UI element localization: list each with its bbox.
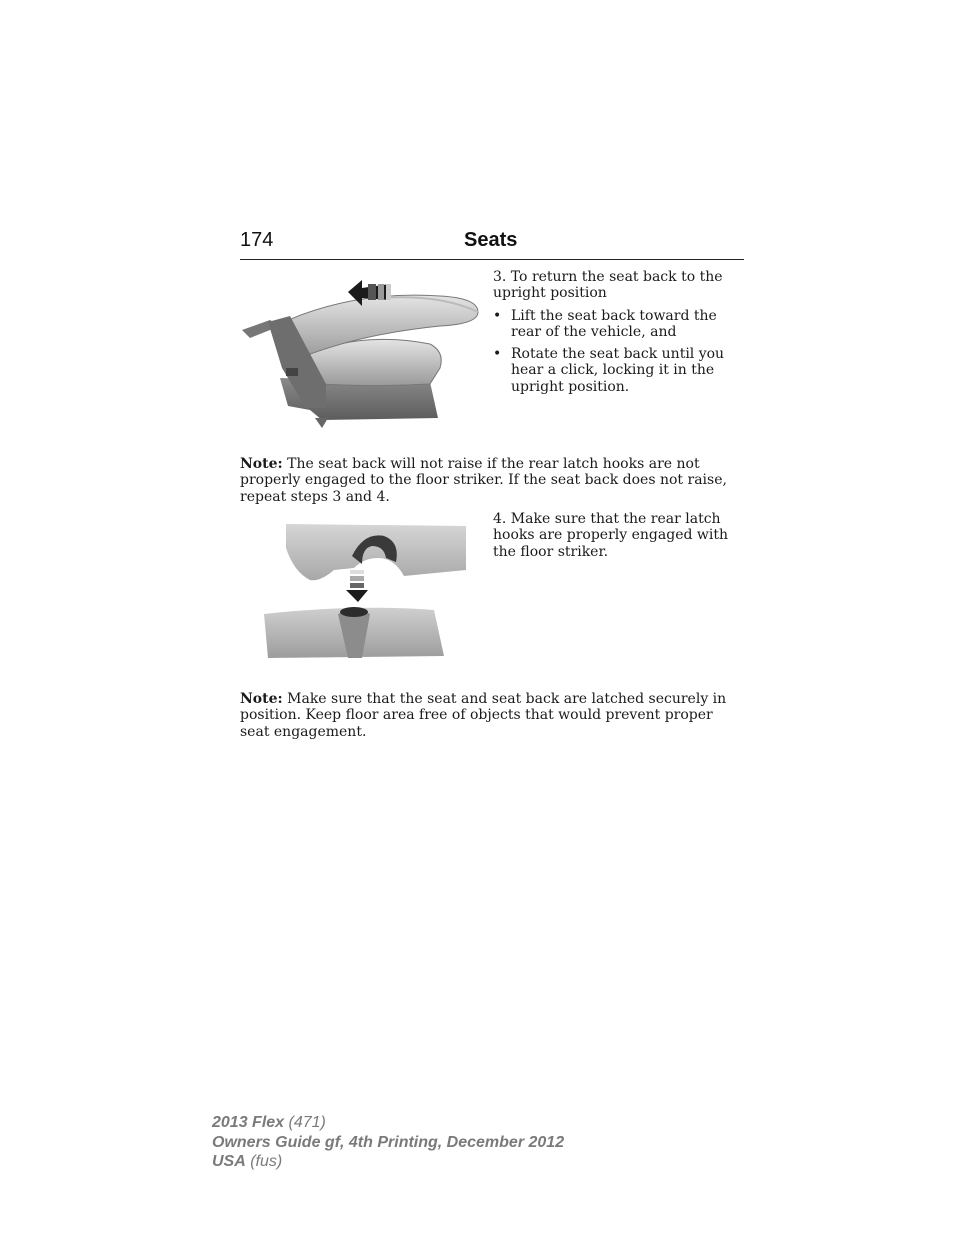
note-1 — [240, 456, 745, 505]
folded-seat-illustration — [240, 268, 486, 434]
list-item — [493, 308, 747, 341]
list-item — [493, 346, 747, 395]
footer-model: 2013 Flex — [212, 1114, 285, 1131]
footer-model-code: (471) — [284, 1114, 326, 1131]
step-4 — [493, 511, 747, 560]
latch-hook-illustration — [254, 518, 469, 661]
step-3-text: 3. To return the seat back to the upright position — [493, 269, 723, 302]
section-title: Seats — [464, 229, 518, 251]
bullet-text: Rotate the seat back until you hear a click, locking it in the upright position. — [511, 346, 725, 395]
note-text: The seat back will not raise if the rear latch hooks are not properly engaged to the floor striker. If the seat back does not raise, repeat steps 3 and 4. — [240, 456, 727, 505]
step-3 — [493, 269, 747, 401]
note-text: Make sure that the seat and seat back are latched securely in position. Keep floor area free of objects that would prevent proper seat engagement. — [240, 691, 727, 740]
footer-market: USA — [212, 1153, 246, 1170]
footer-line-market — [212, 1152, 564, 1172]
step-3-bullets — [493, 308, 747, 395]
footer-line-guide: Owners Guide gf, 4th Printing, December 2012 — [212, 1133, 565, 1151]
arrow-down-icon — [346, 590, 368, 602]
step-4-text: 4. Make sure that the rear latch hooks are properly engaged with the floor striker. — [493, 511, 728, 560]
page-header — [240, 229, 744, 260]
note-label: Note: — [240, 691, 283, 707]
note-label: Note: — [240, 456, 283, 472]
bullet-icon: • — [493, 307, 502, 324]
footer-line-model — [212, 1113, 564, 1133]
footer-market-code: (fus) — [245, 1153, 283, 1170]
note-2 — [240, 691, 745, 740]
page-number: 174 — [240, 229, 274, 251]
bullet-icon: • — [493, 346, 502, 363]
page-footer — [212, 1113, 564, 1172]
bullet-text: Lift the seat back toward the rear of the vehicle, and — [511, 307, 717, 340]
